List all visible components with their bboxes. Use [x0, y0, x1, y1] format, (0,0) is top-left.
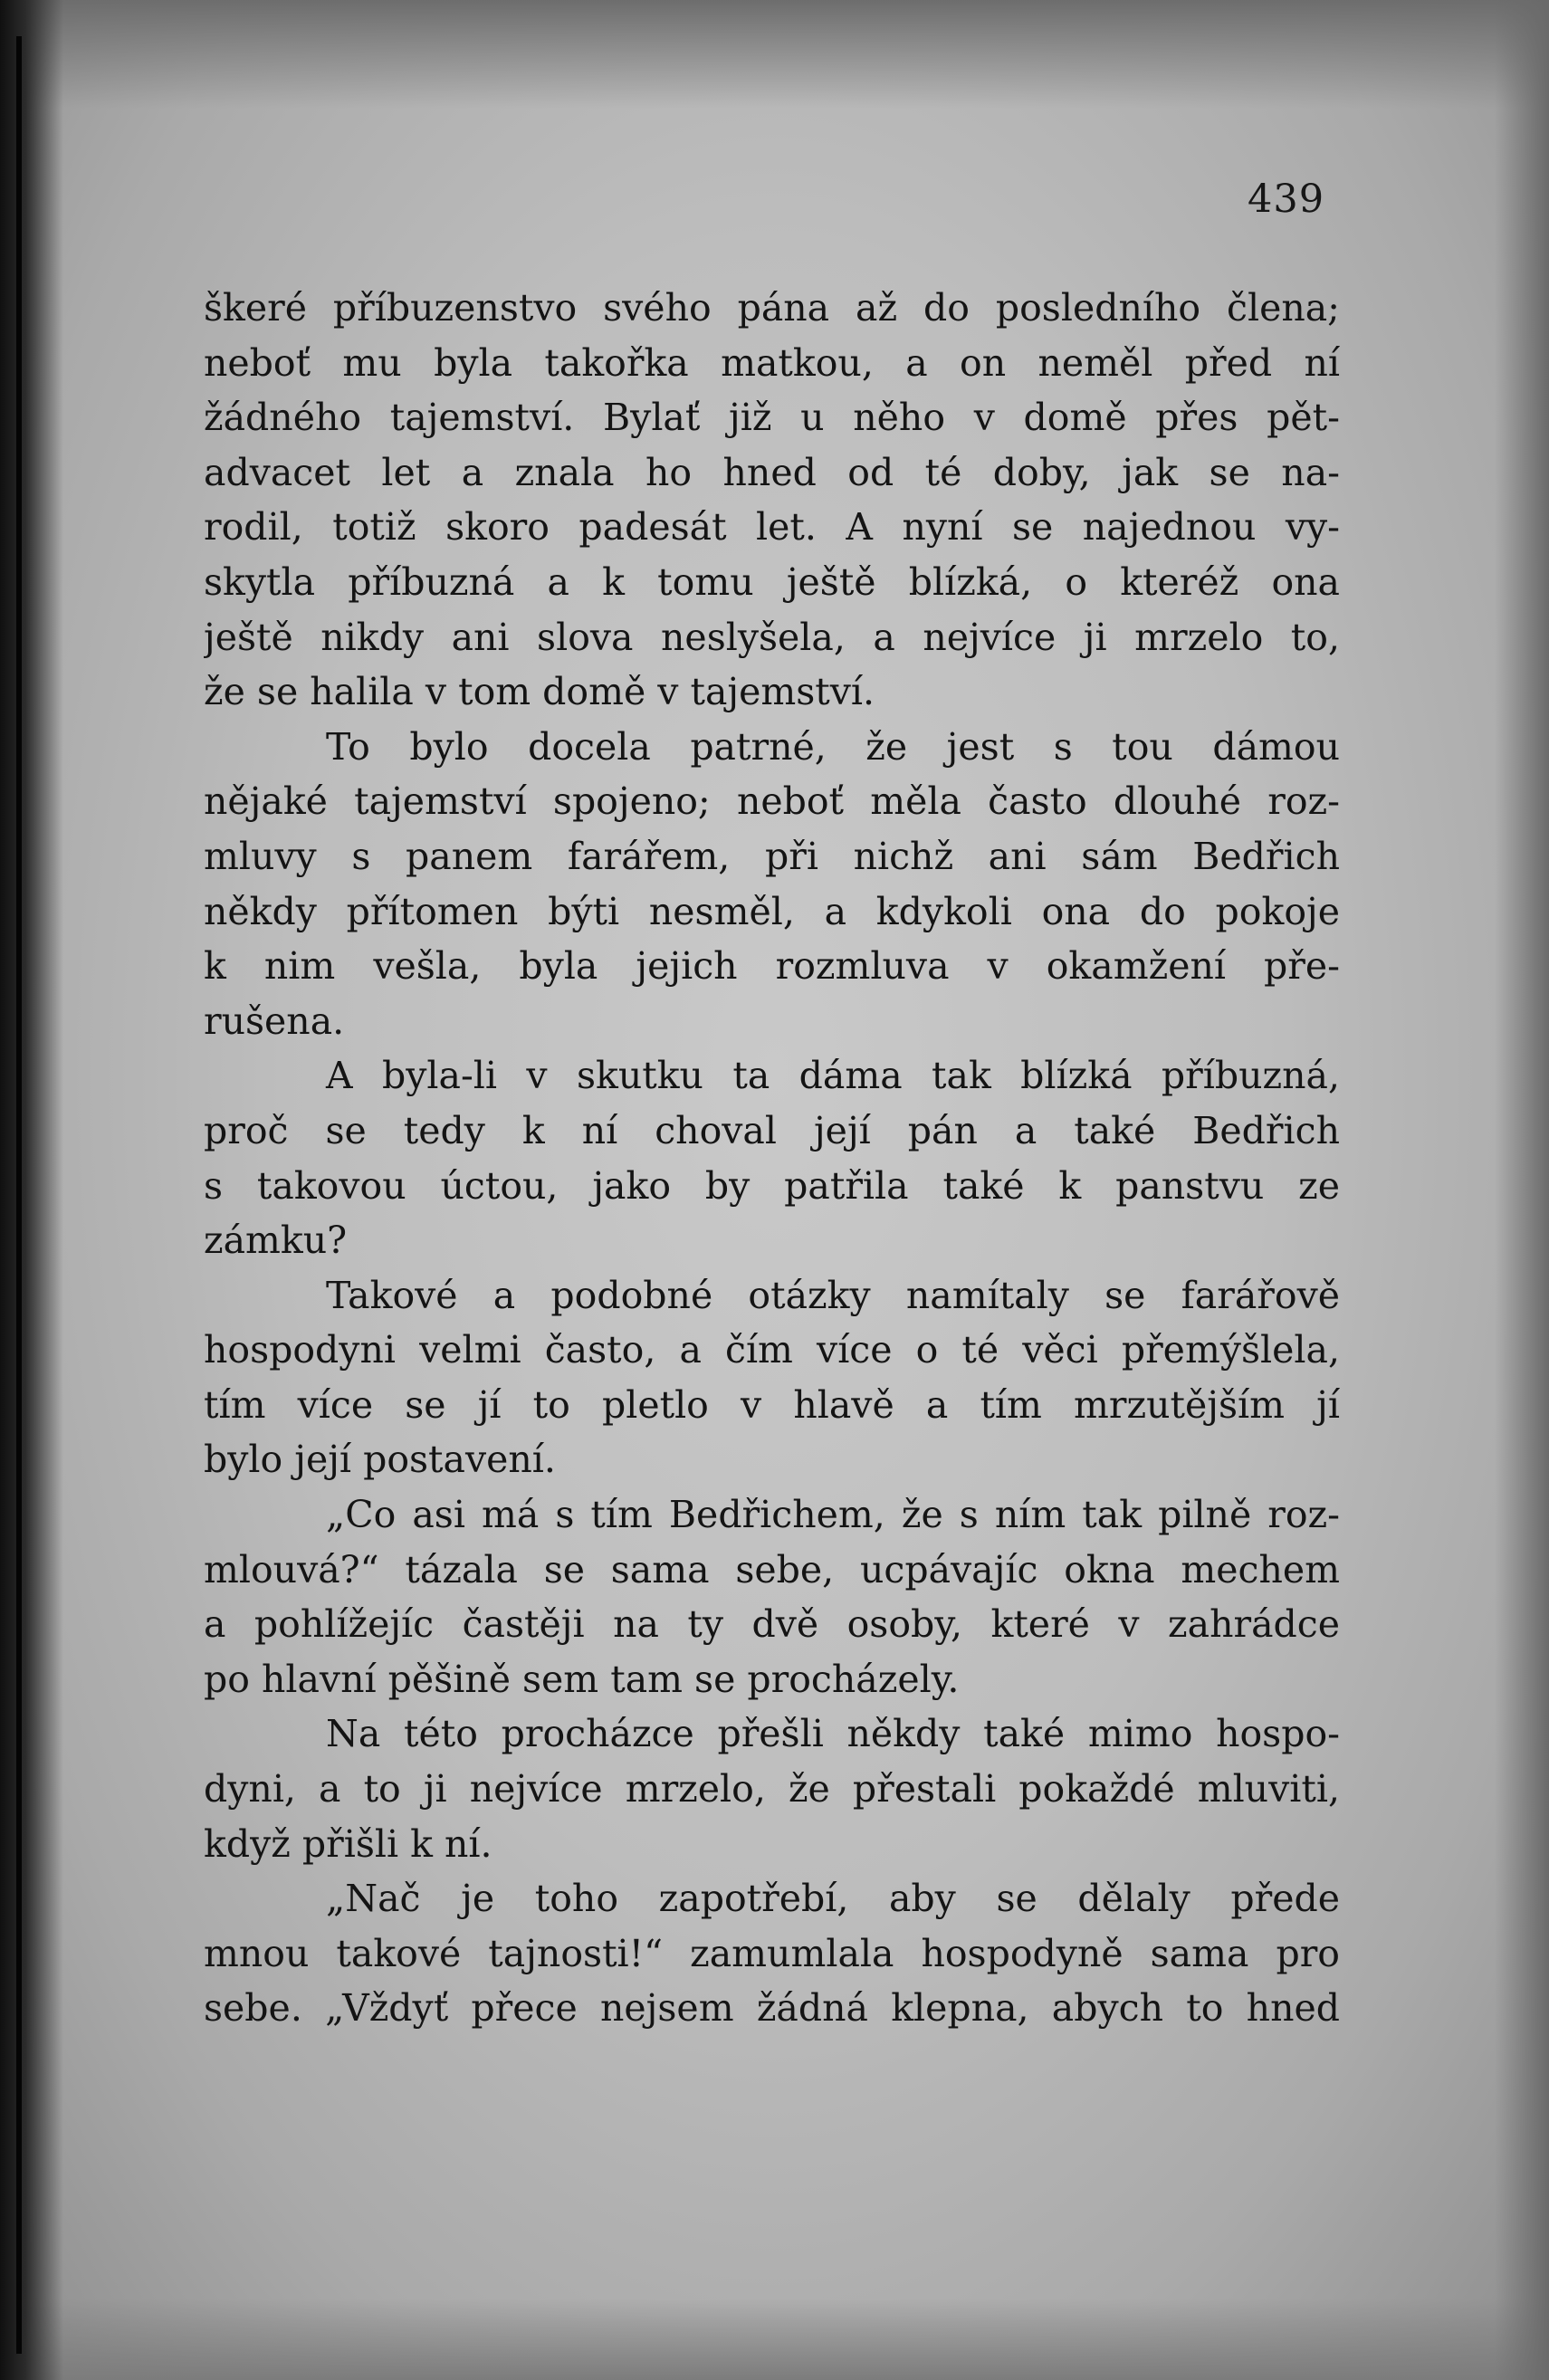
text-line-content: ještě nikdy ani slova neslyšela, a nejvíce ji mrzelo to,	[204, 615, 1340, 659]
text-line-content: dyni, a to ji nejvíce mrzelo, že přestali pokaždé mluviti,	[204, 1767, 1340, 1811]
text-line-content: proč se tedy k ní choval její pán a také Bedřich	[204, 1108, 1340, 1152]
text-line	[204, 664, 1340, 720]
page-top-shadow	[0, 0, 1549, 109]
text-line-content: zámku?	[204, 1219, 348, 1263]
body-text	[204, 281, 1340, 2036]
text-line	[204, 1652, 1340, 1707]
text-line-content: mnou takové tajnosti!“ zamumlala hospodyně sama pro	[204, 1931, 1340, 1975]
text-line-content: někdy přítomen býti nesměl, a kdykoli ona do pokoje	[204, 889, 1340, 933]
text-line-content: neboť mu byla takořka matkou, a on neměl před ní	[204, 340, 1340, 385]
text-line	[204, 884, 1340, 940]
text-line	[204, 1706, 1340, 1762]
text-line	[204, 1543, 1340, 1598]
text-line-content: k nim vešla, byla jejich rozmluva v okamžení pře-	[204, 944, 1340, 989]
text-line	[204, 1817, 1340, 1872]
text-line	[204, 1487, 1340, 1543]
text-line-content: mluvy s panem farářem, při nichž ani sám Bedřich	[204, 834, 1340, 878]
page-number: 439	[1248, 177, 1325, 222]
text-line	[204, 336, 1340, 391]
text-line	[204, 720, 1340, 775]
text-line-content: advacet let a znala ho hned od té doby, jak se na-	[204, 450, 1340, 494]
text-line	[204, 610, 1340, 665]
text-line	[204, 281, 1340, 336]
text-line-content: mlouvá?“ tázala se sama sebe, ucpávajíc okna mechem	[204, 1547, 1340, 1591]
text-line-content: když přišli k ní.	[204, 1821, 492, 1866]
text-line	[204, 390, 1340, 445]
text-line	[204, 445, 1340, 501]
text-line	[204, 1432, 1340, 1487]
text-line	[204, 994, 1340, 1049]
text-line-content: s takovou úctou, jako by patřila také k panstvu ze	[204, 1163, 1340, 1208]
text-line	[204, 1268, 1340, 1324]
text-line	[204, 500, 1340, 555]
text-line-content: To bylo docela patrné, že jest s tou dámou	[326, 724, 1340, 769]
text-line-content: skytla příbuzná a k tomu ještě blízká, o kteréž ona	[204, 559, 1340, 604]
text-line-content: že se halila v tom domě v tajemství.	[204, 670, 875, 714]
text-line-content: „Co asi má s tím Bedřichem, že s ním tak pilně roz-	[326, 1493, 1340, 1537]
text-line	[204, 555, 1340, 610]
text-line-content: A byla-li v skutku ta dáma tak blízká příbuzná,	[326, 1054, 1340, 1098]
text-line	[204, 1048, 1340, 1104]
text-line-content: a pohlížejíc častěji na ty dvě osoby, které v zahrádce	[204, 1602, 1340, 1647]
text-line	[204, 1871, 1340, 1926]
book-spine-shadow	[0, 0, 63, 2380]
text-line	[204, 939, 1340, 994]
text-line	[204, 1213, 1340, 1268]
text-line	[204, 774, 1340, 829]
book-spine-edge	[16, 36, 22, 2354]
text-line-content: nějaké tajemství spojeno; neboť měla často dlouhé roz-	[204, 779, 1340, 824]
text-line	[204, 1159, 1340, 1214]
text-line	[204, 1378, 1340, 1433]
text-line-content: žádného tajemství. Bylať již u něho v domě přes pět-	[204, 396, 1340, 440]
text-line-content: sebe. „Vždyť přece nejsem žádná klepna, abych to hned	[204, 1986, 1340, 2031]
text-line	[204, 1981, 1340, 2036]
page-right-shadow	[1495, 0, 1549, 2380]
page-bottom-shadow	[0, 2299, 1549, 2380]
text-line-content: Na této procházce přešli někdy také mimo hospo-	[326, 1712, 1340, 1756]
text-line-content: „Nač je toho zapotřebí, aby se dělaly přede	[326, 1877, 1340, 1921]
text-line	[204, 1104, 1340, 1159]
text-line-content: rodil, totiž skoro padesát let. A nyní se najednou vy-	[204, 505, 1340, 550]
text-line-content: hospodyni velmi často, a čím více o té věci přemýšlela,	[204, 1328, 1340, 1372]
text-line-content: Takové a podobné otázky namítaly se farářově	[326, 1273, 1340, 1317]
text-line-content: tím více se jí to pletlo v hlavě a tím mrzutějším jí	[204, 1382, 1340, 1427]
text-line	[204, 1926, 1340, 1982]
text-line	[204, 1597, 1340, 1652]
text-line-content: bylo její postavení.	[204, 1438, 556, 1482]
text-line	[204, 1762, 1340, 1817]
text-line	[204, 1323, 1340, 1378]
text-line-content: škeré příbuzenstvo svého pána až do posledního člena;	[204, 286, 1340, 330]
text-line-content: rušena.	[204, 999, 345, 1043]
text-line-content: po hlavní pěšině sem tam se procházely.	[204, 1657, 960, 1701]
text-line	[204, 829, 1340, 884]
